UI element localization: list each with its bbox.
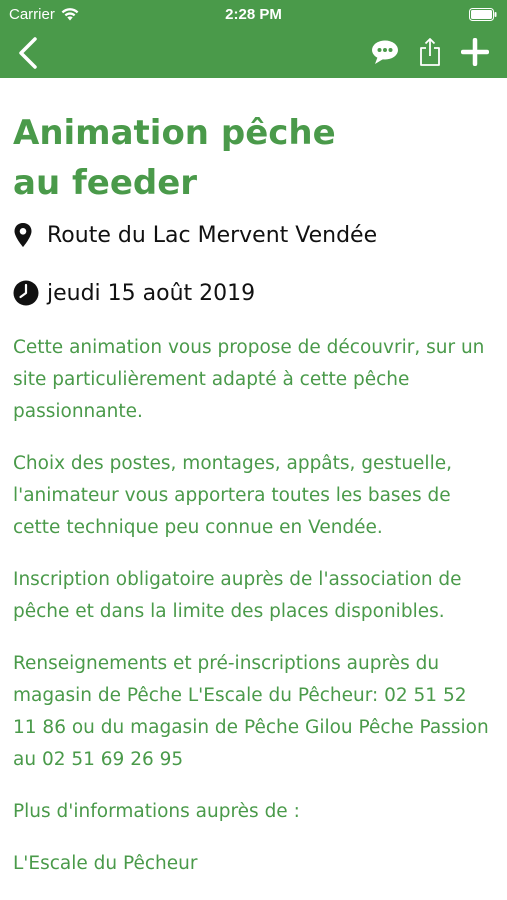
clock-icon <box>13 280 39 306</box>
chat-bubble-icon[interactable] <box>371 39 399 65</box>
share-icon[interactable] <box>419 37 441 67</box>
description-paragraph: Inscription obligatoire auprès de l'association de pêche et dans la limite des places disponibles. <box>13 569 462 622</box>
description-paragraph: Plus d'informations auprès de : <box>13 801 300 822</box>
back-chevron-icon[interactable] <box>14 36 44 70</box>
description-paragraph: Renseignements et pré-inscriptions auprès du magasin de Pêche L'Escale du Pêcheur: 02 51 52 11 86 ou du magasin de Pêche Gilou Pêche Passion au 02 51 69 26 95 <box>13 653 489 770</box>
event-description <box>13 332 493 880</box>
event-location: Route du Lac Mervent Vendée <box>47 222 378 248</box>
plus-icon[interactable] <box>461 38 489 66</box>
description-paragraph: Choix des postes, montages, appâts, gestuelle, l'animateur vous apportera toutes les bases de cette technique peu connue en Vendée. <box>13 453 452 538</box>
status-time: 2:28 PM <box>225 6 282 23</box>
event-title <box>13 108 493 208</box>
event-date-row <box>13 276 493 310</box>
event-title-line2: au feeder <box>13 163 198 203</box>
map-pin-icon <box>13 222 33 248</box>
event-location-row <box>13 218 493 252</box>
event-detail <box>13 108 493 900</box>
description-paragraph: L'Escale du Pêcheur <box>13 853 198 874</box>
event-date: jeudi 15 août 2019 <box>47 280 256 306</box>
navigation-bar <box>0 28 507 78</box>
battery-icon <box>469 8 497 21</box>
event-title-line1: Animation pêche <box>13 113 336 153</box>
status-bar <box>0 0 507 28</box>
carrier-label: Carrier <box>9 6 55 23</box>
description-paragraph: Cette animation vous propose de découvrir, sur un site particulièrement adapté à cette pêche passionnante. <box>13 337 485 422</box>
